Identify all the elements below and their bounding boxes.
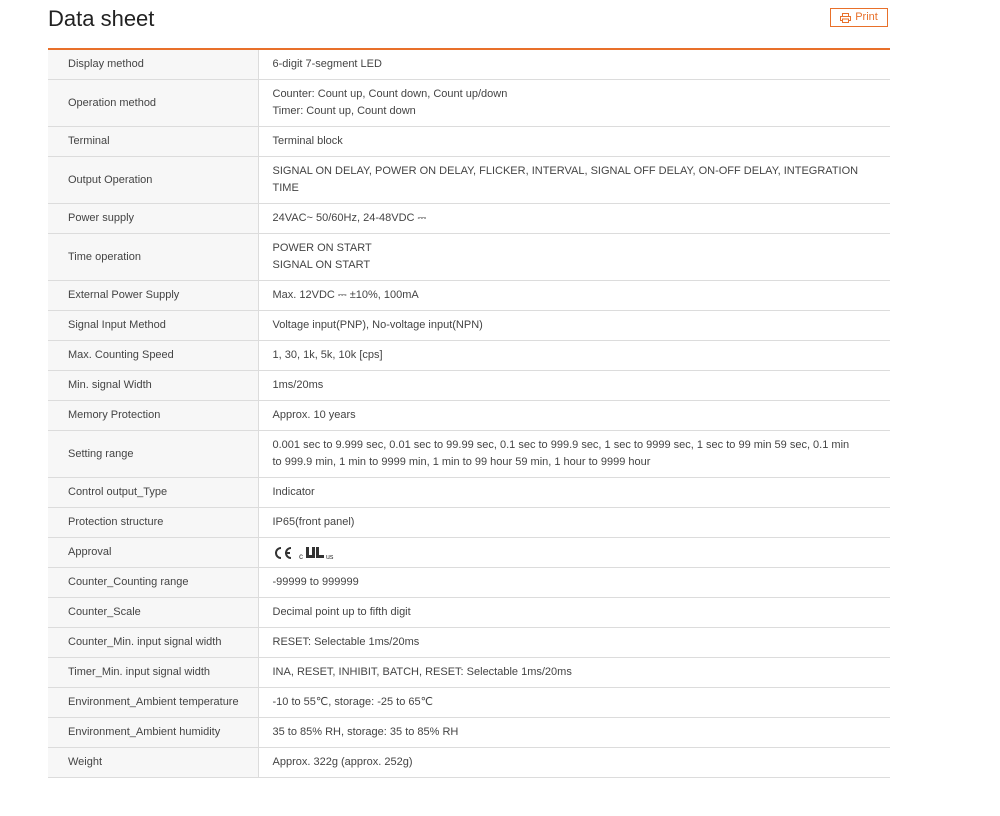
table-row <box>48 658 890 688</box>
svg-text:c: c <box>298 551 303 560</box>
table-row <box>48 204 890 234</box>
spec-value <box>258 204 890 234</box>
spec-value-line: Terminal block <box>272 135 343 147</box>
spec-label: Setting range <box>48 431 258 478</box>
print-button[interactable] <box>830 8 888 27</box>
spec-value <box>258 341 890 371</box>
spec-value-line: -99999 to 999999 <box>272 576 359 588</box>
spec-value-line: RESET: Selectable 1ms/20ms <box>272 636 420 648</box>
svg-text:us: us <box>325 553 333 560</box>
spec-value <box>258 478 890 508</box>
approval-marks <box>273 544 875 561</box>
spec-value <box>258 538 890 568</box>
table-row <box>48 478 890 508</box>
spec-value-line: Max. 12VDC ⎓ ±10%, 100mA <box>272 289 419 301</box>
spec-value <box>258 688 890 718</box>
spec-label: Environment_Ambient temperature <box>48 688 258 718</box>
spec-label: Operation method <box>48 80 258 127</box>
spec-value-line: 0.001 sec to 9.999 sec, 0.01 sec to 99.99 sec, 0.1 sec to 999.9 sec, 1 sec to 9999 sec, 1 sec to 99 min 59 sec, 0.1 min <box>272 439 850 451</box>
spec-value <box>258 658 890 688</box>
table-row <box>48 80 890 127</box>
spec-label: Memory Protection <box>48 401 258 431</box>
spec-value-line: 6-digit 7-segment LED <box>272 58 382 70</box>
ce-mark-icon <box>273 546 293 560</box>
spec-label: Approval <box>48 538 258 568</box>
spec-value <box>258 127 890 157</box>
spec-value-line: Indicator <box>272 486 315 498</box>
spec-value-line: -10 to 55℃, storage: -25 to 65℃ <box>272 696 433 708</box>
spec-value <box>258 234 890 281</box>
spec-value <box>258 718 890 748</box>
page-title: Data sheet <box>48 6 155 31</box>
spec-label: Control output_Type <box>48 478 258 508</box>
spec-label: Weight <box>48 748 258 778</box>
spec-value <box>258 401 890 431</box>
spec-table <box>48 48 890 778</box>
table-row <box>48 508 890 538</box>
table-row <box>48 157 890 204</box>
spec-value <box>258 50 890 80</box>
spec-value <box>258 431 890 478</box>
spec-label: Time operation <box>48 234 258 281</box>
spec-value <box>258 748 890 778</box>
spec-value <box>258 508 890 538</box>
spec-label: Power supply <box>48 204 258 234</box>
spec-value-line: POWER ON START <box>272 242 372 254</box>
table-row <box>48 50 890 80</box>
table-row <box>48 341 890 371</box>
table-row <box>48 311 890 341</box>
spec-value-line: Decimal point up to fifth digit <box>272 606 411 618</box>
table-row <box>48 127 890 157</box>
spec-value <box>258 80 890 127</box>
spec-value <box>258 568 890 598</box>
table-row <box>48 234 890 281</box>
table-row <box>48 568 890 598</box>
spec-value <box>258 311 890 341</box>
spec-label: External Power Supply <box>48 281 258 311</box>
spec-value-line: 24VAC~ 50/60Hz, 24-48VDC ⎓ <box>272 212 427 224</box>
spec-value-line: TIME <box>272 182 299 194</box>
spec-label: Signal Input Method <box>48 311 258 341</box>
table-row <box>48 281 890 311</box>
spec-value-line: 1, 30, 1k, 5k, 10k [cps] <box>272 349 383 361</box>
spec-value <box>258 281 890 311</box>
spec-value <box>258 371 890 401</box>
table-row <box>48 598 890 628</box>
spec-value-line: IP65(front panel) <box>272 516 355 528</box>
culus-mark-icon <box>299 546 341 560</box>
spec-label: Timer_Min. input signal width <box>48 658 258 688</box>
spec-value-line: 1ms/20ms <box>272 379 324 391</box>
spec-label: Output Operation <box>48 157 258 204</box>
spec-value-line: Approx. 322g (approx. 252g) <box>272 756 413 768</box>
spec-value-line: INA, RESET, INHIBIT, BATCH, RESET: Selectable 1ms/20ms <box>272 666 572 678</box>
spec-value-line: Timer: Count up, Count down <box>272 105 416 117</box>
spec-label: Environment_Ambient humidity <box>48 718 258 748</box>
table-row <box>48 688 890 718</box>
print-label: Print <box>855 11 878 23</box>
spec-value <box>258 157 890 204</box>
spec-label: Min. signal Width <box>48 371 258 401</box>
spec-label: Max. Counting Speed <box>48 341 258 371</box>
spec-label: Counter_Min. input signal width <box>48 628 258 658</box>
table-row <box>48 718 890 748</box>
spec-value-line: Counter: Count up, Count down, Count up/down <box>272 88 508 100</box>
spec-value-line: SIGNAL ON START <box>272 259 371 271</box>
spec-value-line: Approx. 10 years <box>272 409 356 421</box>
spec-value-line: Voltage input(PNP), No-voltage input(NPN) <box>272 319 483 331</box>
table-row <box>48 371 890 401</box>
spec-label: Counter_Counting range <box>48 568 258 598</box>
table-row <box>48 401 890 431</box>
table-row <box>48 628 890 658</box>
table-row <box>48 538 890 568</box>
spec-label: Protection structure <box>48 508 258 538</box>
spec-value-line: 35 to 85% RH, storage: 35 to 85% RH <box>272 726 459 738</box>
spec-label: Display method <box>48 50 258 80</box>
spec-value <box>258 598 890 628</box>
spec-label: Counter_Scale <box>48 598 258 628</box>
printer-icon <box>840 13 851 23</box>
table-row <box>48 431 890 478</box>
spec-label: Terminal <box>48 127 258 157</box>
spec-value <box>258 628 890 658</box>
spec-value-line: to 999.9 min, 1 min to 9999 min, 1 min to 99 hour 59 min, 1 hour to 9999 hour <box>272 456 651 468</box>
spec-value-line: SIGNAL ON DELAY, POWER ON DELAY, FLICKER, INTERVAL, SIGNAL OFF DELAY, ON-OFF DELAY, INTEGRATION <box>272 165 859 177</box>
table-row <box>48 748 890 778</box>
